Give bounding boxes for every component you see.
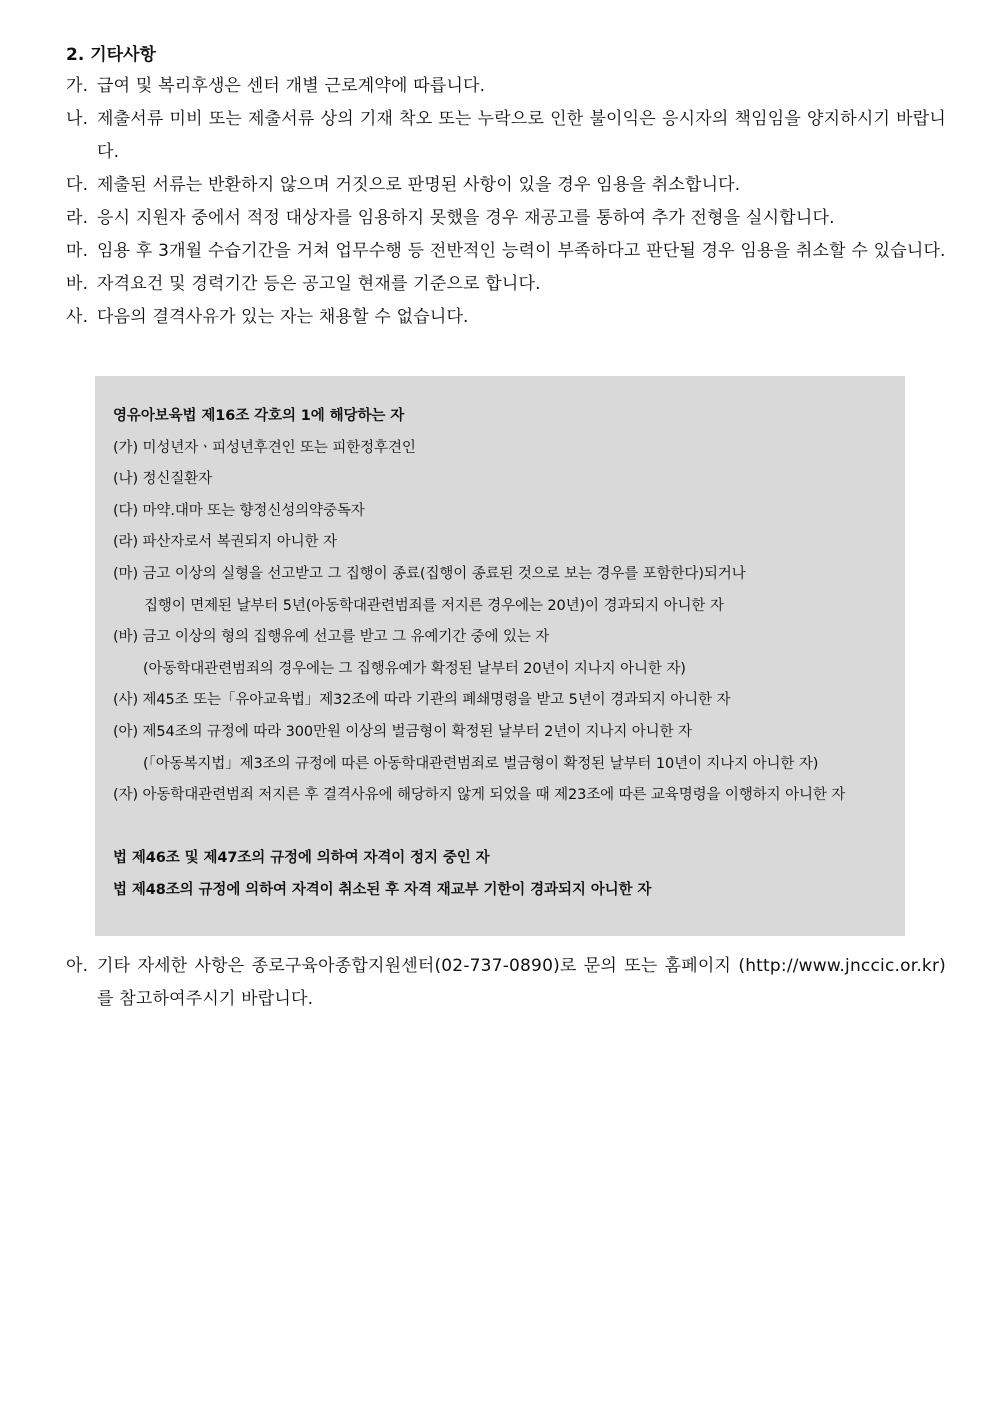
disqualification-line: (아동학대관련범죄의 경우에는 그 집행유예가 확정된 날부터 20년이 지나지 아니한 자) (143, 660, 686, 677)
final-notice-list (66, 950, 946, 1016)
item-text: 제출된 서류는 반환하지 않으며 거짓으로 판명된 사항이 있을 경우 임용을 취소합니다. (97, 175, 741, 195)
item-text: 응시 지원자 중에서 적정 대상자를 임용하지 못했을 경우 재공고를 통하여 추가 전형을 실시합니다. (97, 208, 835, 228)
item-text: 기타 자세한 사항은 종로구육아종합지원센터(02-737-0890)로 문의 또는 홈페이지 (http://www.jnccic.or.kr)를 참고하여주시기 바랍니다. (97, 956, 946, 1009)
list-item (66, 70, 946, 103)
item-text: 자격요건 및 경력기간 등은 공고일 현재를 기준으로 합니다. (97, 274, 541, 294)
disqualification-box (95, 376, 905, 936)
item-marker: 마. (66, 241, 89, 261)
item-marker: 라. (66, 208, 89, 228)
list-item (66, 169, 946, 202)
section-title: 2. 기타사항 (66, 45, 156, 65)
disqualification-line: (가) 미성년자ㆍ피성년후견인 또는 피한정후견인 (113, 439, 416, 456)
disqualification-line: 집행이 면제된 날부터 5년(아동학대관련범죄를 저지른 경우에는 20년)이 경과되지 아니한 자 (144, 597, 724, 614)
disqualification-footer-line: 법 제48조의 규정에 의하여 자격이 취소된 후 자격 재교부 기한이 경과되지 아니한 자 (113, 881, 652, 898)
disqualification-line: (나) 정신질환자 (113, 471, 213, 488)
disqualification-line: (마) 금고 이상의 실형을 선고받고 그 집행이 종료(집행이 종료된 것으로 보는 경우를 포함한다)되거나 (113, 565, 746, 582)
list-item (66, 268, 946, 301)
item-marker: 나. (66, 109, 89, 129)
list-item (66, 103, 946, 169)
item-text: 임용 후 3개월 수습기간을 거쳐 업무수행 등 전반적인 능력이 부족하다고 판단될 경우 임용을 취소할 수 있습니다. (97, 241, 946, 261)
item-text: 제출서류 미비 또는 제출서류 상의 기재 착오 또는 누락으로 인한 불이익은 응시자의 책임임을 양지하시기 바랍니다. (97, 109, 946, 162)
item-text: 다음의 결격사유가 있는 자는 채용할 수 없습니다. (97, 307, 469, 327)
item-text: 급여 및 복리후생은 센터 개별 근로계약에 따릅니다. (97, 76, 486, 96)
spacer (113, 812, 895, 844)
item-marker: 다. (66, 175, 89, 195)
disqualification-heading: 영유아보육법 제16조 각호의 1에 해당하는 자 (113, 408, 405, 424)
notice-list (66, 70, 946, 334)
disqualification-line: (「아동복지법」제3조의 규정에 따른 아동학대관련범죄로 벌금형이 확정된 날부터 10년이 지나지 아니한 자) (143, 755, 819, 772)
item-marker: 바. (66, 274, 89, 294)
list-item (66, 202, 946, 235)
list-item (66, 301, 946, 334)
list-item (66, 950, 946, 1016)
disqualification-content (113, 401, 895, 907)
item-marker: 아. (66, 956, 89, 976)
disqualification-footer-line: 법 제46조 및 제47조의 규정에 의하여 자격이 정지 중인 자 (113, 850, 490, 867)
disqualification-line: (사) 제45조 또는「유아교육법」제32조에 따라 기관의 폐쇄명령을 받고 5년이 경과되지 아니한 자 (113, 692, 731, 709)
disqualification-line: (라) 파산자로서 복권되지 아니한 자 (113, 534, 337, 551)
item-marker: 가. (66, 76, 89, 96)
disqualification-line: (자) 아동학대관련범죄 저지른 후 결격사유에 해당하지 않게 되었을 때 제23조에 따른 교육명령을 이행하지 아니한 자 (113, 787, 846, 804)
list-item (66, 235, 946, 268)
disqualification-line: (아) 제54조의 규정에 따라 300만원 이상의 벌금형이 확정된 날부터 2년이 지나지 아니한 자 (113, 723, 692, 740)
item-marker: 사. (66, 307, 89, 327)
disqualification-line: (다) 마약.대마 또는 향정신성의약중독자 (113, 502, 365, 519)
disqualification-line: (바) 금고 이상의 형의 집행유예 선고를 받고 그 유예기간 중에 있는 자 (113, 629, 550, 646)
